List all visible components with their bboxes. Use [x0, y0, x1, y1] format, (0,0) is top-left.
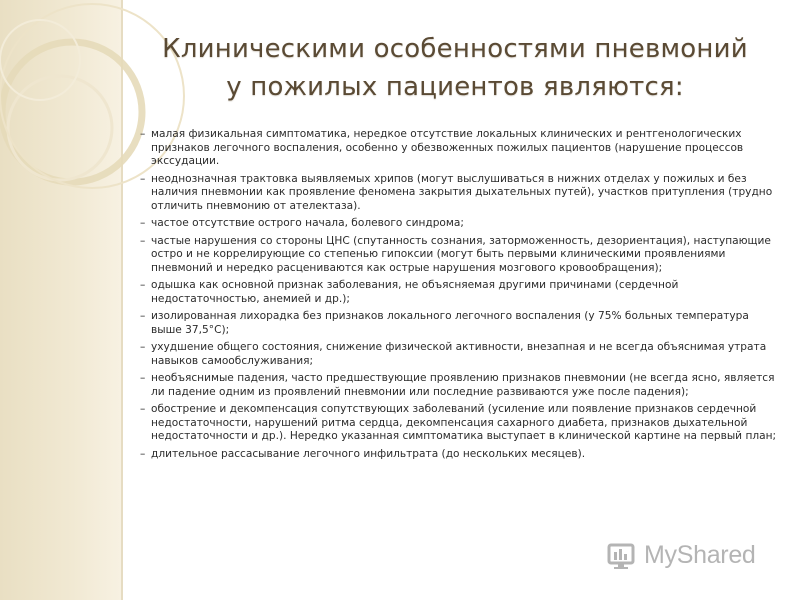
list-item-text: обострение и декомпенсация сопутствующих заболеваний (усиление или появление признаков сердечной недостаточности, нарушений ритма сердца, декомпенсация сахарного диабета, признаков дыхательной недостаточности и др.). Нередко указанная симптоматика выступает в клинической картине на первый план; [151, 403, 777, 442]
bullet-dash: – [140, 279, 146, 291]
myshared-watermark [606, 538, 766, 572]
bullet-dash: – [140, 403, 146, 415]
slide-title-line-2: у пожилых пациентов являются: [226, 72, 684, 102]
bullet-dash: – [140, 341, 146, 353]
list-item-text: необъяснимые падения, часто предшествующие проявлению признаков пневмонии (не всегда ясно, является ли падение одним из проявлений пневмонии или последние развиваются уже после падения); [151, 372, 775, 398]
bullet-dash: – [140, 172, 146, 185]
list-item [140, 235, 780, 276]
bullet-dash: – [140, 128, 146, 140]
watermark-text: MyShared [644, 540, 756, 569]
list-item-text: малая физикальная симптоматика, нередкое отсутствие локальных клинических и рентгенологических признаков легочного воспаления, особенно у обезвоженных пожилых пациентов (нарушение процессов экссудации. [151, 128, 744, 167]
list-item-text: ухудшение общего состояния, снижение физической активности, внезапная и не всегда объяснимая утрата навыков самообслуживания; [151, 341, 767, 367]
slide-title [125, 30, 785, 106]
bullet-dash: – [140, 372, 146, 384]
bullet-dash: – [140, 234, 146, 247]
bullet-dash: – [140, 310, 146, 322]
bullet-dash: – [140, 447, 146, 460]
list-item [140, 279, 780, 306]
list-item-text: частые нарушения со стороны ЦНС (спутанность сознания, заторможенность, дезориентация), наступающие остро и не коррелирующие со степенью гипоксии (могут быть первыми клиническими проявлениями пневмоний и нередко расцениваются как острые нарушения мозгового кровообращения); [151, 234, 771, 274]
list-item [140, 403, 780, 444]
list-item-text: изолированная лихорадка без признаков локального легочного воспаления (у 75% больных температура выше 37,5°С); [151, 310, 749, 336]
myshared-logo-icon [606, 539, 638, 571]
list-item-text: неоднозначная трактовка выявляемых хрипов (могут выслушиваться в нижних отделах у пожилых и без наличия пневмонии как проявление феномена закрытия дыхательных путей), участков притупления (трудно отличить пневмонию от ателектаза). [151, 172, 773, 212]
slide-body [140, 128, 780, 465]
list-item [140, 372, 780, 399]
list-item [140, 341, 780, 368]
slide-title-line-1: Клиническими особенностями пневмоний [162, 34, 748, 64]
list-item [140, 448, 780, 462]
list-item [140, 217, 780, 231]
list-item-text: длительное рассасывание легочного инфильтрата (до нескольких месяцев). [151, 447, 586, 460]
list-item [140, 310, 780, 337]
list-item-text: одышка как основной признак заболевания, не объясняемая другими причинами (сердечной недостаточностью, анемией и др.); [151, 279, 679, 305]
list-item-text: частое отсутствие острого начала, болевого синдрома; [151, 217, 464, 229]
list-item [140, 173, 780, 214]
bullet-dash: – [140, 217, 146, 229]
list-item [140, 128, 780, 169]
